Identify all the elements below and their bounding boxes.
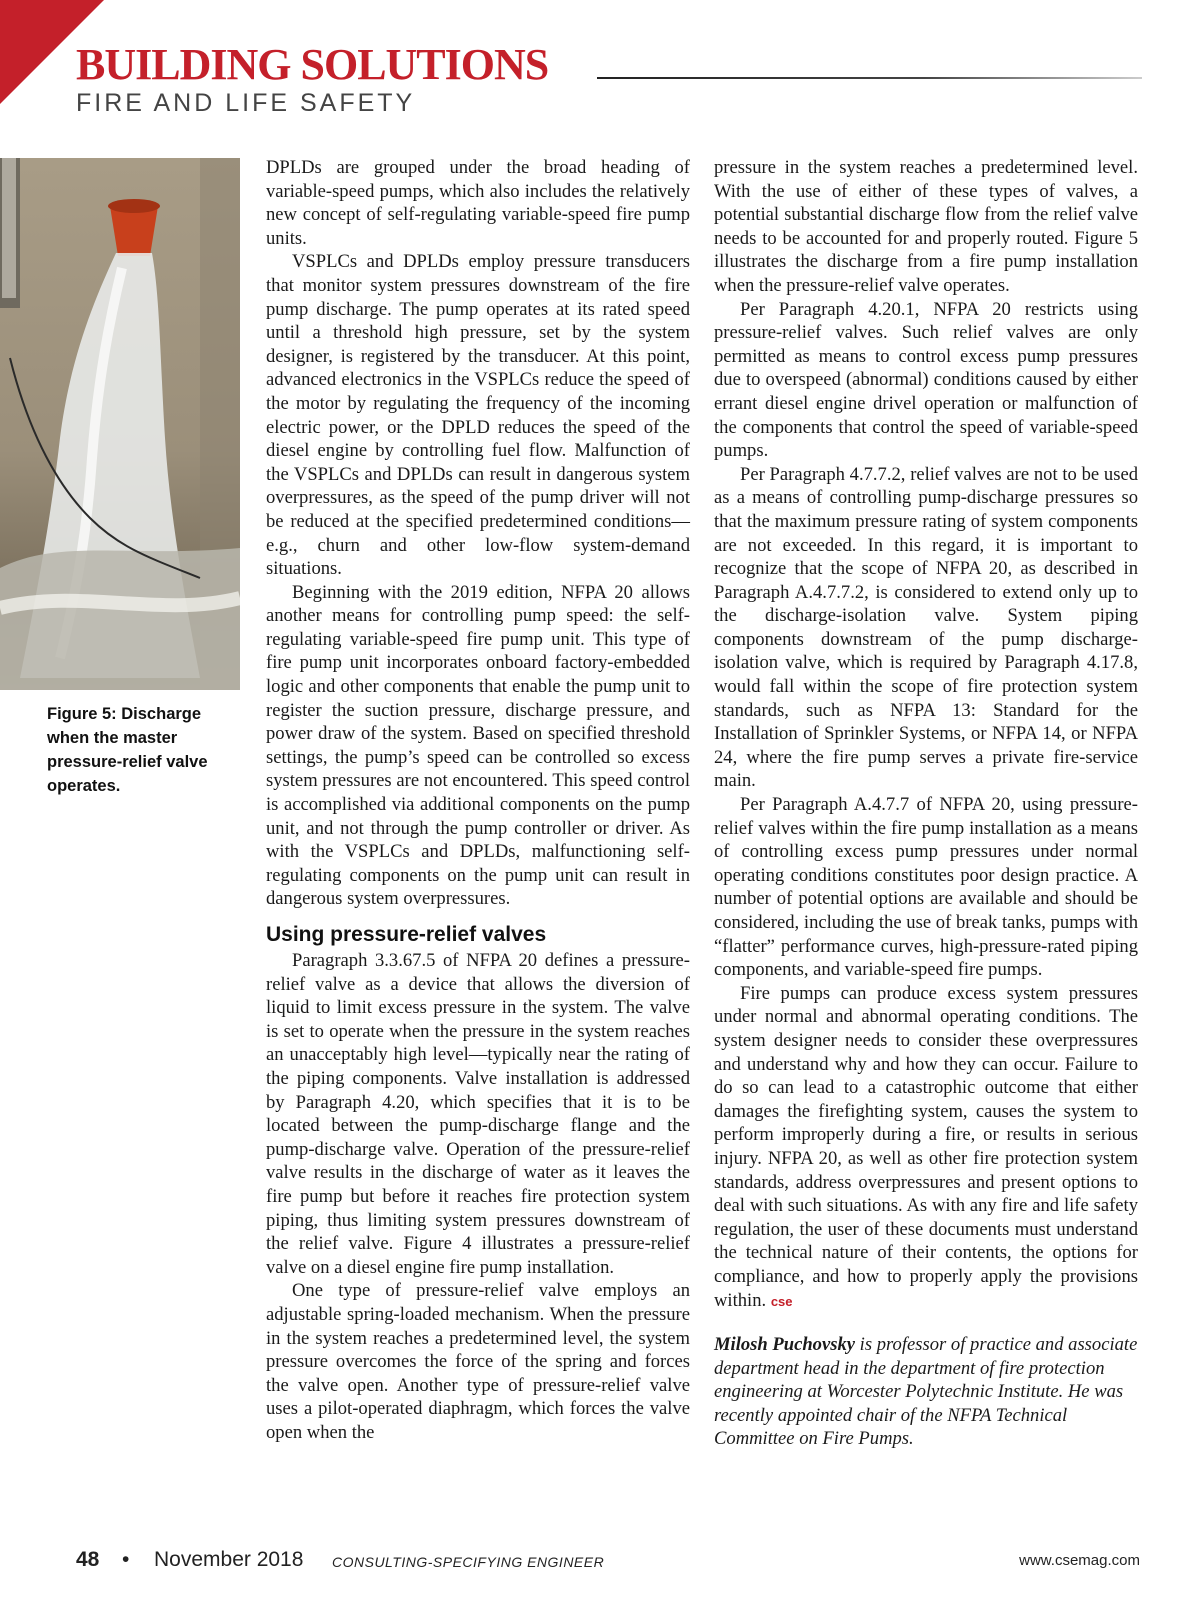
section-title: BUILDING SOLUTIONS	[76, 40, 549, 89]
paragraph: Per Paragraph 4.7.7.2, relief valves are not to be used as a means of controlling pump-discharge pressures so that the maximum pressure rating of system components are not exceeded. In this regard, it is important to recognize that the scope of NFPA 20, as described in Paragraph A.4.7.7.2, is considered to extend only up to the discharge-isolation valve. System piping components downstream of the pump discharge-isolation valve, which is required by Paragraph 4.17.8, would fall within the scope of fire protection system standards, such as NFPA 13: Standard for the Installation of Sprinkler Systems, or NFPA 14, or NFPA 24, where the fire pump serves a private fire-service main.	[714, 463, 1138, 792]
page-number: 48	[76, 1548, 100, 1571]
issue-date: November 2018	[154, 1548, 304, 1571]
paragraph: pressure in the system reaches a predetermined level. With the use of either of these types of valves, a potential substantial discharge flow from the relief valve needs to be accounted for and properly routed. Figure 5 illustrates the discharge from a fire pump installation when the pressure-relief valve operates.	[714, 157, 1138, 296]
paragraph-text: Fire pumps can produce excess system pressures under normal and abnormal operating conditions. The system designer needs to consider these overpressures and understand why and how they can occur. Failure to do so can lead to a catastrophic outcome that either damages the firefighting system, causes the system to perform improperly during a fire, or results in serious injury. NFPA 20, as well as other fire protection system standards, address overpressures and present options to deal with such situations. As with any fire and life safety regulation, the user of these documents must understand the technical nature of their contents, the options for compliance, and how to properly apply the provisions within.	[714, 982, 1138, 1311]
paragraph: Per Paragraph 4.20.1, NFPA 20 restricts using pressure-relief valves. Such relief valves are only permitted as means to control excess pump pressures due to overspeed (abnormal) conditions caused by either errant diesel engine drivel operation or malfunction of the components that control the speed of variable-speed pumps.	[714, 298, 1138, 462]
paragraph: Per Paragraph A.4.7.7 of NFPA 20, using pressure-relief valves within the fire pump installation as a means of controlling excess pump pressures under normal operating conditions constitutes poor design practice. A number of potential options are available and should be considered, including the use of break tanks, pumps with “flatter” performance curves, high-pressure-rated piping components, and variable-speed fire pumps.	[714, 794, 1138, 981]
water-discharge-illustration	[0, 158, 240, 690]
end-mark-logo: cse	[770, 1293, 793, 1309]
article-column-1	[266, 156, 690, 1444]
title-rule	[597, 77, 1142, 79]
footer-bullet: •	[122, 1548, 130, 1571]
paragraph: Beginning with the 2019 edition, NFPA 20 allows another means for controlling pump speed: the self-regulating variable-speed fire pump unit. This type of fire pump unit incorporates onboard factory-embedded logic and other components that enable the pump unit to register the suction pressure, discharge pressure, and power draw of the system. Based on specified threshold settings, the pump’s speed can be controlled so excess system pressures are not encountered. This speed control is accomplished via additional components on the pump unit, and not through the pump controller or driver. As with the VSPLCs and DPLDs, malfunctioning self-regulating components on the pump unit can result in dangerous system overpressures.	[266, 581, 690, 910]
figure-caption: Figure 5: Discharge when the master pressure-relief valve operates.	[47, 705, 208, 795]
article-column-2	[714, 156, 1138, 1451]
paragraph: DPLDs are grouped under the broad heading of variable-speed pumps, which also includes the relatively new concept of self-regulating variable-speed fire pump units.	[266, 157, 690, 249]
section-heading: Using pressure-relief valves	[266, 923, 547, 946]
figure-5-photo	[0, 158, 240, 690]
website-url: www.csemag.com	[1019, 1552, 1140, 1569]
paragraph: Paragraph 3.3.67.5 of NFPA 20 defines a pressure-relief valve as a device that allows the diversion of liquid to limit excess pressure in the system. The valve is set to operate when the pressure in the system reaches an unacceptably high level—typically near the rating of the piping components. Valve installation is addressed by Paragraph 4.20, which specifies that it is to be located between the pump-discharge flange and the pump-discharge valve. Operation of the pressure-relief valve results in the discharge of water as it leaves the fire pump but before it reaches fire protection system piping, thus limiting system pressures downstream of the relief valve. Figure 4 illustrates a pressure-relief valve on a diesel engine fire pump installation.	[266, 950, 690, 1278]
author-bio	[714, 1333, 1138, 1451]
paragraph: VSPLCs and DPLDs employ pressure transducers that monitor system pressures downstream of the fire pump discharge. The pump operates at its rated speed until a threshold high pressure, set by the system designer, is registered by the transducer. At this point, advanced electronics in the VSPLCs reduce the speed of the motor by regulating the frequency of the incoming electric power, or the DPLD reduces the speed of the diesel engine by controlling fuel flow. Malfunction of the VSPLCs and DPLDs can result in dangerous system overpressures, as the speed of the pump driver will not be reduced at the specified predetermined conditions—e.g., churn and other low-flow system-demand situations.	[266, 251, 690, 580]
author-name: Milosh Puchovsky	[714, 1334, 856, 1356]
page-footer	[0, 1548, 1200, 1578]
author-bio-text: is professor of practice and associate department head in the department of fire protection engineering at Worcester Polytechnic Institute. He was recently appointed chair of the NFPA Technical Committee on Fire Pumps.	[714, 1334, 1138, 1450]
paragraph: One type of pressure-relief valve employs an adjustable spring-loaded mechanism. When the pressure in the system reaches a predetermined level, the system pressure overcomes the force of the spring and forces the valve open. Another type of pressure-relief valve uses a pilot-operated diaphragm, which forces the valve open when the	[266, 1280, 690, 1443]
section-subtitle: FIRE AND LIFE SAFETY	[76, 89, 416, 117]
publication-name: CONSULTING-SPECIFYING ENGINEER	[332, 1554, 605, 1570]
paragraph-final	[714, 982, 1138, 1313]
